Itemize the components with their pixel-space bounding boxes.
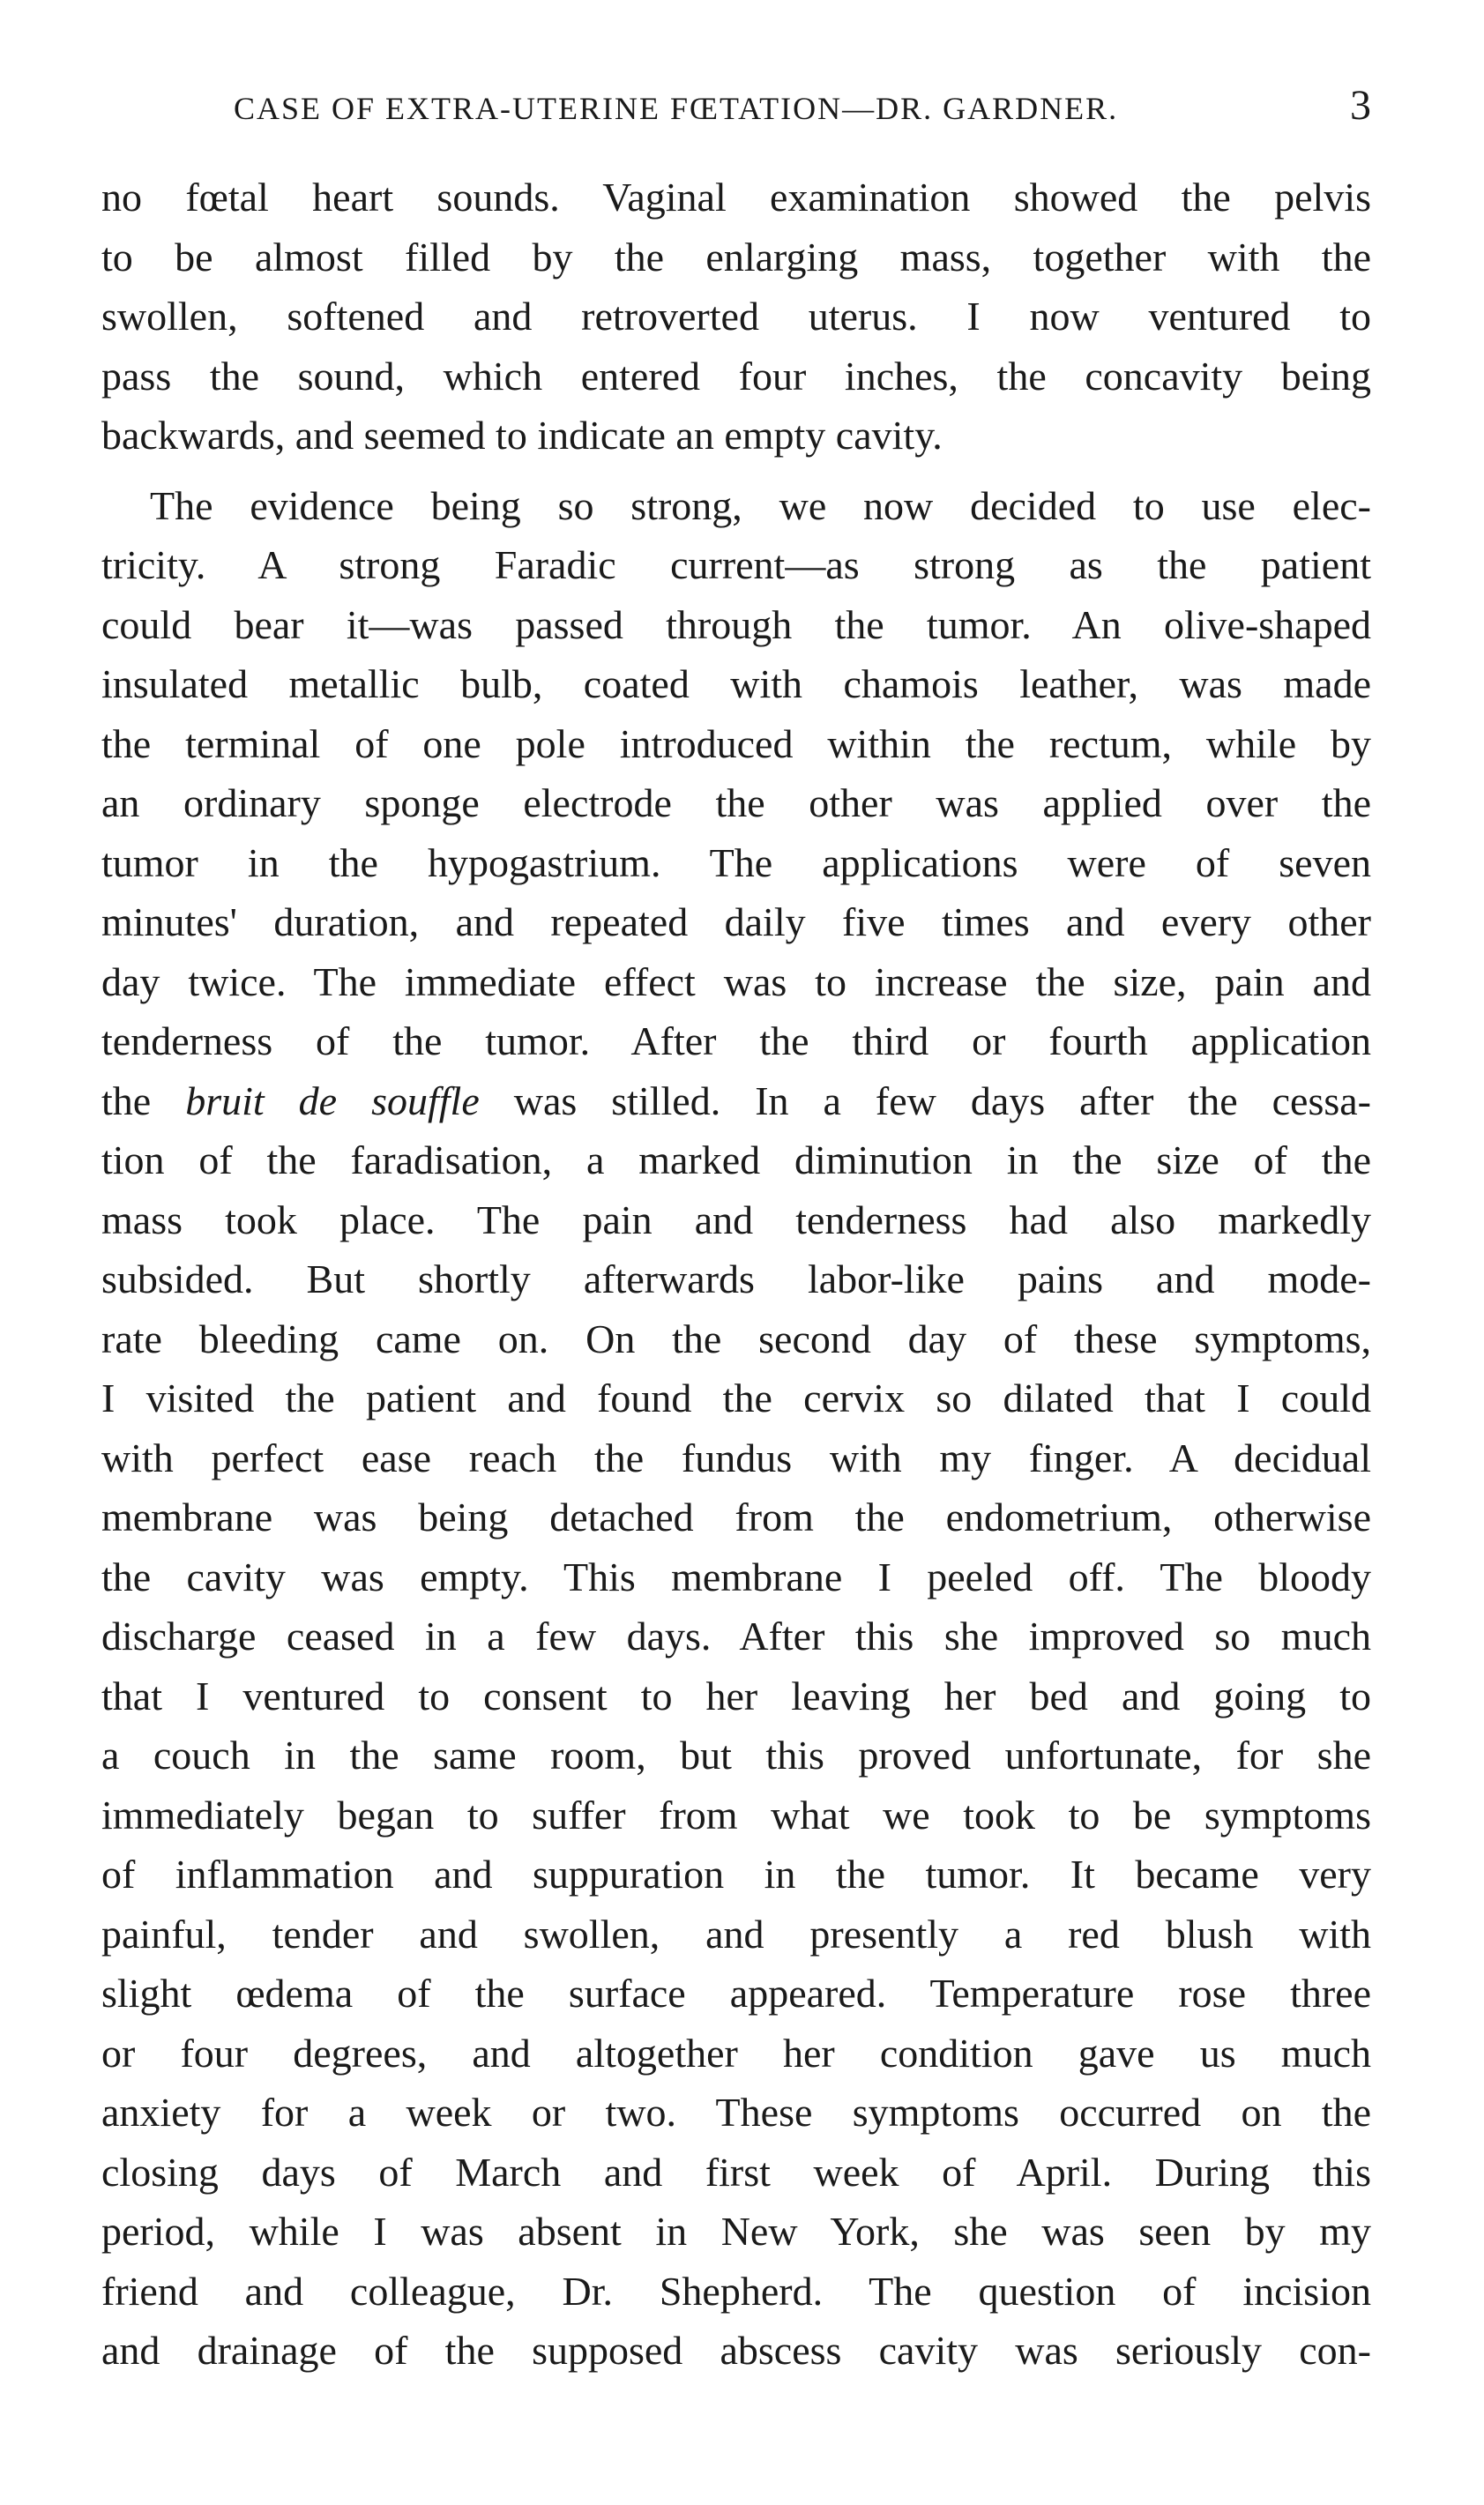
text-line: a couch in the same room, but this proved unfortunate, for she (101, 1733, 1371, 1778)
text-line: period, while I was absent in New York, she was seen by my (101, 2209, 1371, 2254)
running-title: CASE OF EXTRA-UTERINE FŒTATION—DR. GARDNER. (234, 91, 1119, 126)
italic-phrase: bruit de souffle (185, 1077, 480, 1123)
text-line: backwards, and seemed to indicate an empty cavity. (101, 413, 943, 458)
text-line: swollen, softened and retroverted uterus. I now ventured to (101, 294, 1371, 339)
text-line: of inflammation and suppuration in the tumor. It became very (101, 1852, 1371, 1897)
text-line: closing days of March and first week of April. During this (101, 2149, 1371, 2195)
text-line: tion of the faradisation, a marked diminution in the size of the (101, 1137, 1371, 1182)
text-line: The evidence being so strong, we now decided to use elec- (150, 482, 1371, 528)
text-line: insulated metallic bulb, coated with chamois leather, was made (101, 661, 1371, 706)
paragraph (101, 476, 1371, 2381)
text-line: subsided. But shortly afterwards labor-like pains and mode- (101, 1256, 1371, 1301)
paragraph (101, 168, 1371, 466)
text-line: immediately began to suffer from what we took to be symptoms (101, 1792, 1371, 1838)
text-line: that I ventured to consent to her leaving her bed and going to (101, 1673, 1371, 1718)
text-line: discharge ceased in a few days. After this she improved so much (101, 1614, 1371, 1659)
running-head (101, 81, 1371, 134)
text-line: I visited the patient and found the cervix so dilated that I could (101, 1376, 1371, 1420)
text-line: rate bleeding came on. On the second day of these symptoms, (101, 1316, 1371, 1361)
text-line: tenderness of the tumor. After the third or fourth application (101, 1018, 1371, 1063)
text-line: membrane was being detached from the endometrium, otherwise (101, 1495, 1371, 1540)
text-line: tumor in the hypogastrium. The applications were of seven (101, 839, 1371, 885)
text-line: mass took place. The pain and tenderness had also markedly (101, 1197, 1371, 1242)
text-line: friend and colleague, Dr. Shepherd. The question of incision (101, 2268, 1371, 2314)
text-line: anxiety for a week or two. These symptoms occurred on the (101, 2090, 1371, 2135)
text-line: minutes' duration, and repeated daily five times and every other (101, 899, 1371, 944)
page-number: 3 (1350, 82, 1371, 129)
text-line: to be almost filled by the enlarging mass, together with the (101, 234, 1371, 280)
text-line: the cavity was empty. This membrane I peeled off. The bloody (101, 1554, 1371, 1599)
text-line: no fœtal heart sounds. Vaginal examination showed the pelvis (101, 175, 1371, 220)
paragraph-gap (101, 466, 1371, 476)
text-line: tricity. A strong Faradic current—as strong as the patient (101, 542, 1371, 587)
text-line: painful, tender and swollen, and presently a red blush with (101, 1911, 1371, 1957)
text-line: and drainage of the supposed abscess cavity was seriously con- (101, 2328, 1371, 2373)
text-line: or four degrees, and altogether her condition gave us much (101, 2030, 1371, 2076)
body-text (101, 168, 1371, 2381)
text-line: slight œdema of the surface appeared. Temperature rose three (101, 1971, 1371, 2016)
text-line: pass the sound, which entered four inches, the concavity being (101, 353, 1371, 399)
text-line: with perfect ease reach the fundus with my finger. A decidual (101, 1435, 1371, 1480)
text-line: an ordinary sponge electrode the other was applied over the (101, 780, 1371, 825)
text-line: could bear it—was passed through the tumor. An olive-shaped (101, 601, 1371, 647)
text-line: day twice. The immediate effect was to increase the size, pain and (101, 958, 1371, 1004)
text-line: the terminal of one pole introduced within the rectum, while by (101, 720, 1371, 766)
text-line: the bruit de souffle was stilled. In a few days after the cessa- (101, 1077, 1371, 1123)
